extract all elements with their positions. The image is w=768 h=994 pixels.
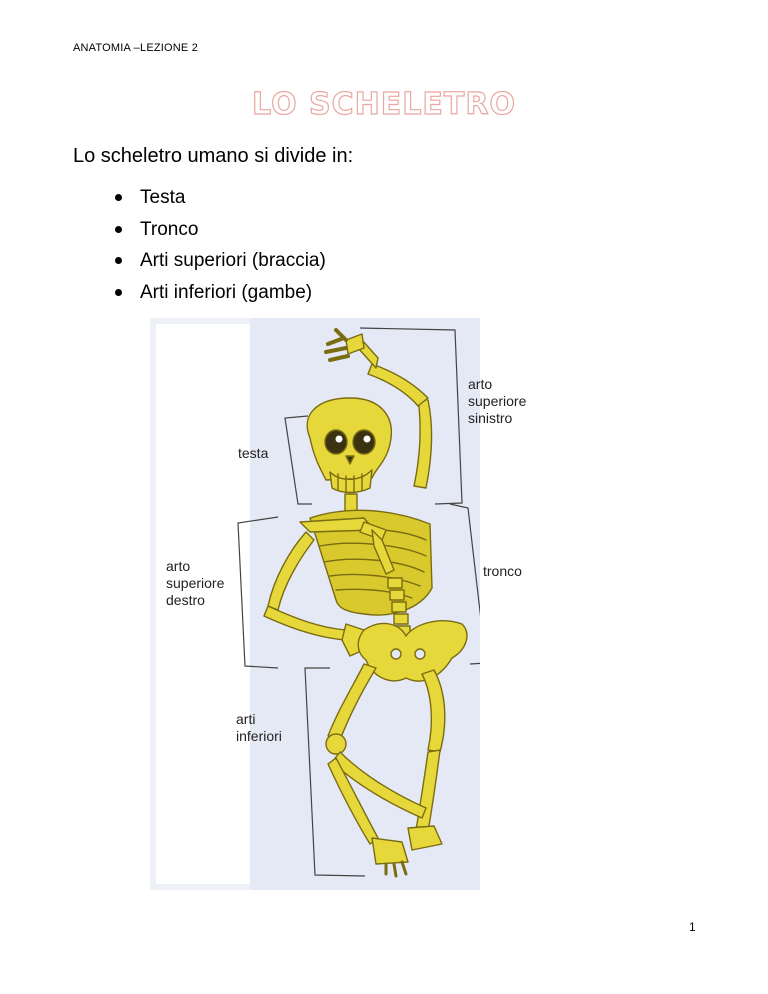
bullet-icon <box>115 289 122 296</box>
list-item <box>113 280 326 312</box>
list-item <box>113 248 326 280</box>
list-item-text: Tronco <box>140 218 199 240</box>
skeleton-figure <box>150 318 527 890</box>
bullet-list <box>113 185 326 311</box>
list-item-text: Arti superiori (braccia) <box>140 250 326 271</box>
bullet-icon <box>115 194 122 201</box>
list-item <box>113 217 326 249</box>
label-head: testa <box>238 445 269 461</box>
label-arm-left: arto superiore sinistro <box>468 376 527 426</box>
label-trunk: tronco <box>483 563 522 579</box>
page-number: 1 <box>689 920 696 934</box>
page-title: LO SCHELETRO <box>252 87 516 122</box>
page-header: ANATOMIA –LEZIONE 2 <box>73 42 199 54</box>
list-item-text: Testa <box>140 187 186 208</box>
label-legs: arti inferiori <box>236 711 282 744</box>
bullet-icon <box>115 257 122 264</box>
list-item <box>113 185 326 217</box>
list-item-text: Arti inferiori (gambe) <box>140 281 313 303</box>
label-arm-right: arto superiore destro <box>166 558 225 608</box>
bullet-icon <box>115 226 122 233</box>
intro-text: Lo scheletro umano si divide in: <box>73 145 354 167</box>
